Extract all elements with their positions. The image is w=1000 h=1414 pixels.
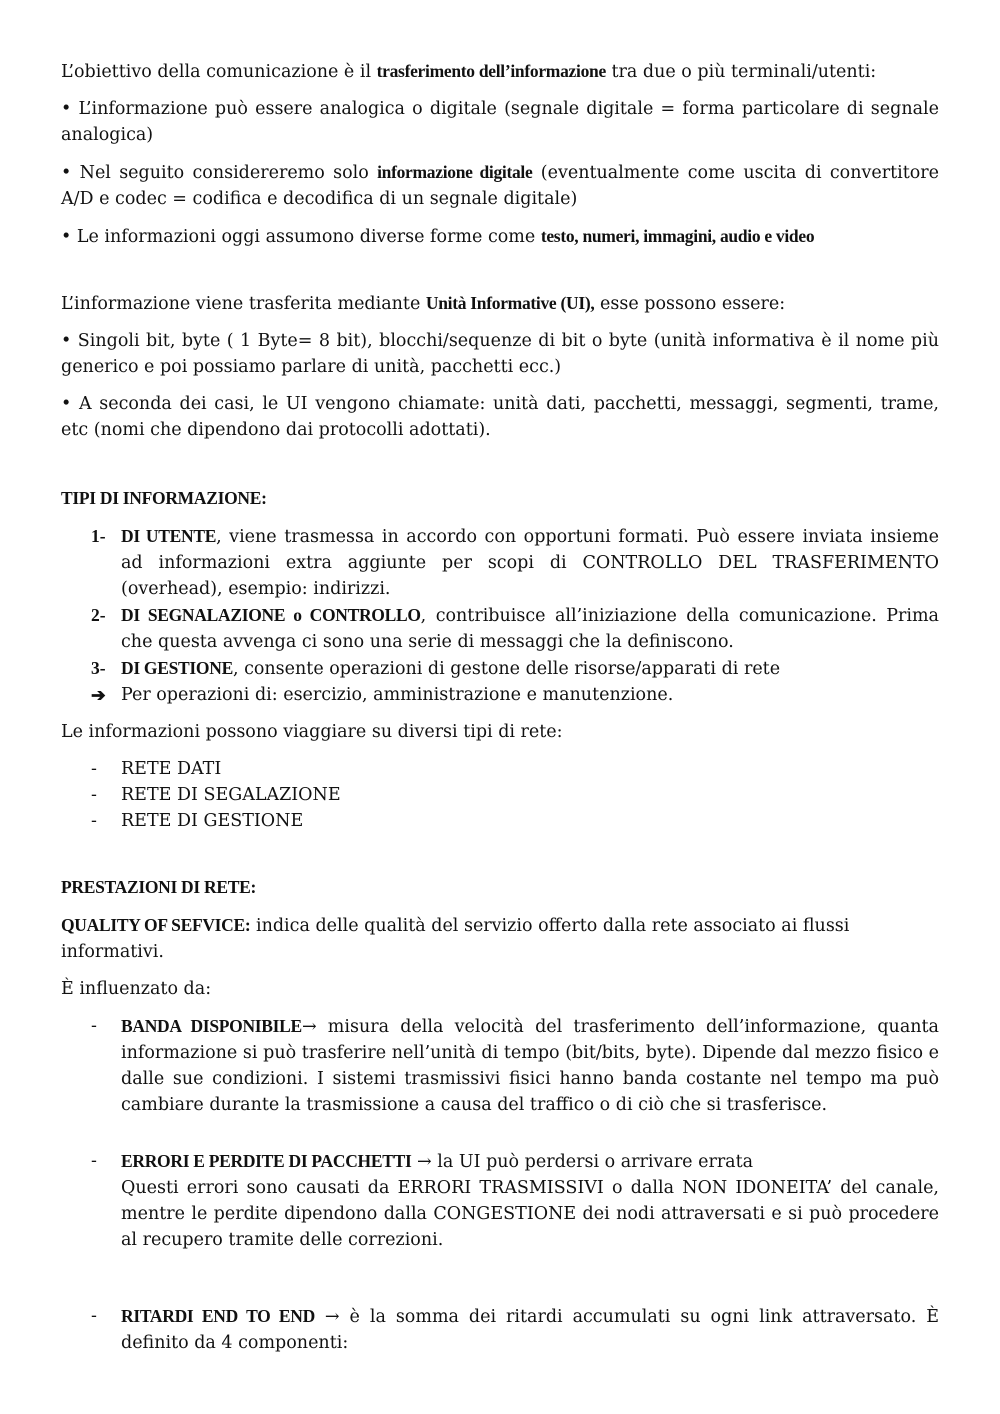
intro-bullet-digital: • Nel seguito considereremo solo informazione digitale (eventualmente come uscita di convertitore A/D e codec = codifica e decodifica di un segnale digitale) [61, 162, 939, 209]
intro-bullet-analog: • L’informazione può essere analogica o digitale (segnale digitale = forma particolare di segnale analogica) [61, 99, 939, 145]
list-item-delays: - RITARDI END TO END → è la somma dei ritardi accumulati su ogni link attraversato. È definito da 4 componenti: [91, 1306, 939, 1353]
list-item: 2- DI SEGNALAZIONE o CONTROLLO, contribuisce all’iniziazione della comunicazione. Prima che questa avvenga ci sono una serie di messaggi che la definiscono. [91, 605, 939, 652]
arrow-icon: ➔ [91, 685, 106, 705]
intro-keyword: trasferimento dell’informazione [376, 61, 606, 81]
networks-intro: Le informazioni possono viaggiare su diversi tipi di rete: [61, 722, 563, 742]
intro-bullet-forms: • Le informazioni oggi assumono diverse forme come testo, numeri, immagini, audio e video [61, 226, 815, 247]
units-bullet-names: • A seconda dei casi, le UI vengono chiamate: unità dati, pacchetti, messaggi, segmenti, trame, etc (nomi che dipendono dai protocolli adottati). [61, 394, 939, 440]
influenced-label: È influenzato da: [61, 979, 212, 999]
list-item: - RETE DI SEGALAZIONE [91, 785, 341, 805]
networks-list [61, 756, 939, 834]
document-page [61, 58, 939, 1356]
list-item-errors: - ERRORI E PERDITE DI PACCHETTI → la UI può perdersi o arrivare errata Questi errori sono causati da ERRORI TRASMISSIVI o dalla NON IDONEITA’ del canale, mentre le perdite dipendono dalla CONGESTIONE dei nodi attraversati e si può procedere al recupero tramite delle correzioni. [91, 1151, 939, 1250]
intro-paragraph: L’obiettivo della comunicazione è il trasferimento dell’informazione tra due o più terminali/utenti: [61, 61, 877, 82]
section-heading-types: TIPI DI INFORMAZIONE: [61, 488, 267, 508]
qos-paragraph: QUALITY OF SEFVICE: indica delle qualità del servizio offerto dalla rete associato ai flussi informativi. [61, 915, 850, 962]
units-bullet-bits: • Singoli bit, byte ( 1 Byte= 8 bit), blocchi/sequenze di bit o byte (unità informativa è il nome più generico e poi possiamo parlare di unità, pacchetti ecc.) [61, 331, 939, 377]
section-heading-performance: PRESTAZIONI DI RETE: [61, 877, 256, 897]
types-list [61, 523, 939, 708]
list-item: 1- DI UTENTE, viene trasmessa in accordo con opportuni formati. Può essere inviata insieme ad informazioni extra aggiunte per scopi di CONTROLLO DEL TRASFERIMENTO (overhead), esempio: indirizzi. [91, 526, 939, 599]
list-item: - RETE DI GESTIONE [91, 811, 304, 831]
list-item-band: - BANDA DISPONIBILE→ misura della velocità del trasferimento dell’informazione, quanta informazione si può trasferire nell’unità di tempo (bit/bits, byte). Dipende dal mezzo fisico e dalle sue condizioni. I sistemi trasmissivi fisici hanno banda costante nel tempo ma può cambiare durante la trasmissione a causa del traffico o di ciò che si trasferisce. [91, 1016, 939, 1115]
list-item: ➔ Per operazioni di: esercizio, amministrazione e manutenzione. [61, 682, 939, 708]
units-paragraph: L’informazione viene trasferita mediante Unità Informative (UI), esse possono essere: [61, 293, 786, 314]
list-item: - RETE DATI [91, 759, 222, 779]
list-item: 3- DI GESTIONE, consente operazioni di gestone delle risorse/apparati di rete [91, 658, 781, 679]
